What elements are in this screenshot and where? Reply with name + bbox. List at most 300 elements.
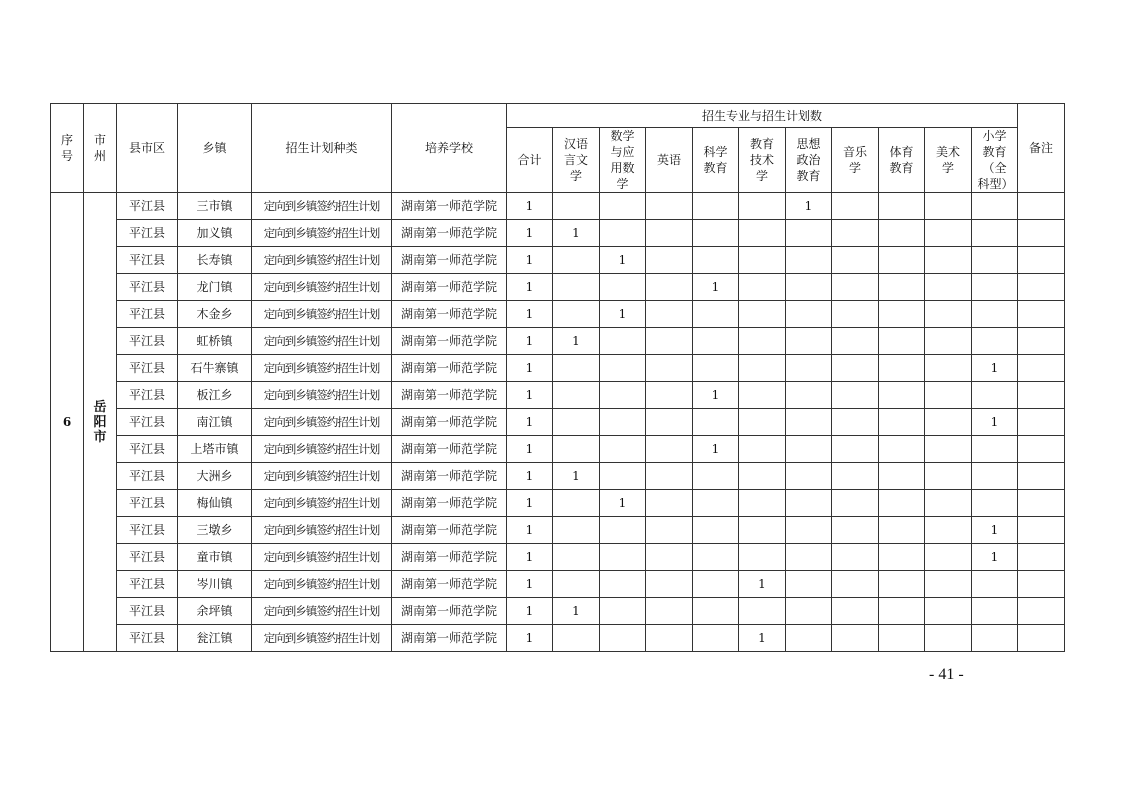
cell-count-9 [925, 517, 972, 544]
cell-count-0: 1 [507, 490, 553, 517]
cell-school: 湖南第一师范学院 [392, 382, 507, 409]
cell-count-3 [646, 220, 693, 247]
cell-count-4 [693, 625, 739, 652]
cell-count-8 [879, 625, 925, 652]
cell-count-6 [786, 247, 832, 274]
page-number: - 41 - [929, 666, 964, 683]
cell-count-4 [693, 247, 739, 274]
cell-count-8 [879, 409, 925, 436]
cell-count-4: 1 [693, 436, 739, 463]
cell-county: 平江县 [117, 193, 178, 220]
cell-count-7 [832, 382, 879, 409]
cell-count-10 [972, 463, 1018, 490]
table-row [51, 571, 1065, 598]
cell-count-6 [786, 517, 832, 544]
cell-count-0: 1 [507, 544, 553, 571]
cell-count-9 [925, 193, 972, 220]
cell-count-4 [693, 517, 739, 544]
cell-plan-type: 定向到乡镇签约招生计划 [252, 517, 392, 544]
table-row [51, 409, 1065, 436]
cell-remark [1018, 247, 1065, 274]
table-row [51, 463, 1065, 490]
cell-count-6 [786, 328, 832, 355]
cell-count-10 [972, 193, 1018, 220]
cell-count-1 [553, 409, 600, 436]
cell-count-2 [600, 571, 646, 598]
cell-count-2: 1 [600, 301, 646, 328]
cell-count-9 [925, 409, 972, 436]
cell-count-10: 1 [972, 517, 1018, 544]
cell-count-8 [879, 328, 925, 355]
cell-town: 木金乡 [178, 301, 252, 328]
table-row [51, 247, 1065, 274]
cell-count-7 [832, 274, 879, 301]
cell-count-8 [879, 220, 925, 247]
cell-count-0: 1 [507, 220, 553, 247]
cell-count-5 [739, 301, 786, 328]
cell-county: 平江县 [117, 544, 178, 571]
cell-count-6: 1 [786, 193, 832, 220]
cell-count-2 [600, 463, 646, 490]
cell-count-0: 1 [507, 517, 553, 544]
cell-count-6 [786, 571, 832, 598]
cell-count-6 [786, 490, 832, 517]
cell-school: 湖南第一师范学院 [392, 517, 507, 544]
cell-county: 平江县 [117, 274, 178, 301]
cell-count-9 [925, 301, 972, 328]
cell-count-3 [646, 274, 693, 301]
table-row [51, 517, 1065, 544]
cell-count-9 [925, 625, 972, 652]
cell-count-10 [972, 625, 1018, 652]
cell-town: 大洲乡 [178, 463, 252, 490]
cell-count-2 [600, 436, 646, 463]
cell-count-4 [693, 220, 739, 247]
cell-count-1 [553, 355, 600, 382]
cell-count-8 [879, 463, 925, 490]
cell-school: 湖南第一师范学院 [392, 274, 507, 301]
cell-count-8 [879, 193, 925, 220]
cell-count-4 [693, 328, 739, 355]
cell-remark [1018, 193, 1065, 220]
cell-count-4 [693, 355, 739, 382]
cell-town: 三市镇 [178, 193, 252, 220]
cell-count-8 [879, 247, 925, 274]
cell-count-5 [739, 598, 786, 625]
table-row [51, 436, 1065, 463]
table-row [51, 193, 1065, 220]
cell-town: 岑川镇 [178, 571, 252, 598]
cell-count-7 [832, 193, 879, 220]
cell-count-6 [786, 625, 832, 652]
cell-school: 湖南第一师范学院 [392, 247, 507, 274]
cell-count-0: 1 [507, 598, 553, 625]
cell-count-0: 1 [507, 355, 553, 382]
cell-remark [1018, 490, 1065, 517]
cell-count-8 [879, 382, 925, 409]
cell-count-7 [832, 220, 879, 247]
cell-count-6 [786, 274, 832, 301]
cell-count-3 [646, 436, 693, 463]
cell-count-10: 1 [972, 544, 1018, 571]
cell-count-6 [786, 598, 832, 625]
cell-town: 南江镇 [178, 409, 252, 436]
table-row [51, 382, 1065, 409]
cell-count-8 [879, 490, 925, 517]
cell-count-10 [972, 301, 1018, 328]
cell-plan-type: 定向到乡镇签约招生计划 [252, 382, 392, 409]
table-row [51, 490, 1065, 517]
cell-count-0: 1 [507, 301, 553, 328]
header-major-10: 小学教育（全科型） [972, 128, 1018, 193]
cell-count-4 [693, 463, 739, 490]
cell-count-8 [879, 544, 925, 571]
cell-plan-type: 定向到乡镇签约招生计划 [252, 463, 392, 490]
cell-remark [1018, 301, 1065, 328]
cell-count-7 [832, 355, 879, 382]
cell-count-0: 1 [507, 328, 553, 355]
cell-count-1 [553, 544, 600, 571]
cell-count-1 [553, 274, 600, 301]
cell-count-8 [879, 517, 925, 544]
cell-count-8 [879, 571, 925, 598]
header-major-5: 教育技术学 [739, 128, 786, 193]
table-row [51, 544, 1065, 571]
cell-count-6 [786, 355, 832, 382]
cell-school: 湖南第一师范学院 [392, 193, 507, 220]
cell-count-6 [786, 301, 832, 328]
cell-town: 长寿镇 [178, 247, 252, 274]
cell-count-8 [879, 598, 925, 625]
header-city: 市州 [84, 104, 117, 193]
cell-count-3 [646, 517, 693, 544]
cell-plan-type: 定向到乡镇签约招生计划 [252, 247, 392, 274]
cell-count-9 [925, 355, 972, 382]
cell-count-7 [832, 490, 879, 517]
cell-count-5 [739, 193, 786, 220]
cell-count-10 [972, 436, 1018, 463]
cell-count-0: 1 [507, 436, 553, 463]
cell-remark [1018, 436, 1065, 463]
table-row [51, 355, 1065, 382]
cell-count-7 [832, 571, 879, 598]
cell-count-10: 1 [972, 409, 1018, 436]
cell-county: 平江县 [117, 625, 178, 652]
cell-count-1 [553, 625, 600, 652]
cell-count-3 [646, 544, 693, 571]
cell-county: 平江县 [117, 409, 178, 436]
header-major-0: 合计 [507, 128, 553, 193]
cell-count-9 [925, 382, 972, 409]
cell-count-5 [739, 220, 786, 247]
cell-count-2: 1 [600, 247, 646, 274]
cell-count-1 [553, 301, 600, 328]
cell-county: 平江县 [117, 220, 178, 247]
cell-school: 湖南第一师范学院 [392, 463, 507, 490]
cell-count-3 [646, 571, 693, 598]
cell-count-0: 1 [507, 247, 553, 274]
cell-count-5 [739, 463, 786, 490]
cell-count-5 [739, 247, 786, 274]
cell-count-3 [646, 409, 693, 436]
cell-town: 上塔市镇 [178, 436, 252, 463]
cell-count-10 [972, 571, 1018, 598]
cell-count-10 [972, 328, 1018, 355]
cell-count-3 [646, 247, 693, 274]
cell-town: 三墩乡 [178, 517, 252, 544]
cell-count-5 [739, 328, 786, 355]
cell-count-3 [646, 382, 693, 409]
cell-school: 湖南第一师范学院 [392, 436, 507, 463]
cell-school: 湖南第一师范学院 [392, 625, 507, 652]
header-majors-group: 招生专业与招生计划数 [507, 104, 1018, 128]
cell-count-10 [972, 274, 1018, 301]
cell-county: 平江县 [117, 247, 178, 274]
cell-count-6 [786, 463, 832, 490]
cell-count-9 [925, 274, 972, 301]
cell-count-6 [786, 436, 832, 463]
cell-count-7 [832, 247, 879, 274]
cell-count-6 [786, 409, 832, 436]
cell-count-5 [739, 517, 786, 544]
cell-count-9 [925, 247, 972, 274]
cell-plan-type: 定向到乡镇签约招生计划 [252, 598, 392, 625]
cell-remark [1018, 625, 1065, 652]
cell-count-2 [600, 598, 646, 625]
cell-plan-type: 定向到乡镇签约招生计划 [252, 301, 392, 328]
cell-county: 平江县 [117, 382, 178, 409]
cell-count-2: 1 [600, 490, 646, 517]
cell-county: 平江县 [117, 436, 178, 463]
header-remark: 备注 [1018, 104, 1065, 193]
cell-count-5: 1 [739, 571, 786, 598]
cell-count-8 [879, 355, 925, 382]
cell-remark [1018, 274, 1065, 301]
cell-remark [1018, 355, 1065, 382]
cell-count-5 [739, 274, 786, 301]
cell-county: 平江县 [117, 463, 178, 490]
cell-remark [1018, 463, 1065, 490]
cell-count-4: 1 [693, 274, 739, 301]
cell-school: 湖南第一师范学院 [392, 328, 507, 355]
cell-count-2 [600, 355, 646, 382]
cell-school: 湖南第一师范学院 [392, 490, 507, 517]
header-county: 县市区 [117, 104, 178, 193]
cell-plan-type: 定向到乡镇签约招生计划 [252, 274, 392, 301]
cell-count-4 [693, 544, 739, 571]
cell-count-10 [972, 598, 1018, 625]
cell-count-5 [739, 544, 786, 571]
cell-plan-type: 定向到乡镇签约招生计划 [252, 220, 392, 247]
cell-count-1: 1 [553, 328, 600, 355]
header-major-3: 英语 [646, 128, 693, 193]
table-row [51, 301, 1065, 328]
cell-school: 湖南第一师范学院 [392, 220, 507, 247]
cell-count-7 [832, 463, 879, 490]
row-group-city: 岳阳市 [84, 193, 117, 652]
cell-town: 虹桥镇 [178, 328, 252, 355]
cell-count-5 [739, 382, 786, 409]
cell-count-7 [832, 409, 879, 436]
cell-count-0: 1 [507, 409, 553, 436]
cell-count-9 [925, 544, 972, 571]
table-row [51, 274, 1065, 301]
cell-count-4: 1 [693, 382, 739, 409]
cell-count-3 [646, 193, 693, 220]
cell-count-8 [879, 436, 925, 463]
cell-count-9 [925, 436, 972, 463]
cell-count-8 [879, 274, 925, 301]
cell-count-1 [553, 517, 600, 544]
cell-town: 童市镇 [178, 544, 252, 571]
cell-count-0: 1 [507, 382, 553, 409]
cell-count-0: 1 [507, 193, 553, 220]
header-major-8: 体育教育 [879, 128, 925, 193]
cell-county: 平江县 [117, 301, 178, 328]
cell-count-7 [832, 301, 879, 328]
cell-school: 湖南第一师范学院 [392, 301, 507, 328]
table-row [51, 598, 1065, 625]
cell-count-2 [600, 409, 646, 436]
cell-count-4 [693, 409, 739, 436]
cell-count-7 [832, 544, 879, 571]
header-major-2: 数学与应用数学 [600, 128, 646, 193]
cell-count-7 [832, 328, 879, 355]
cell-count-2 [600, 193, 646, 220]
cell-plan-type: 定向到乡镇签约招生计划 [252, 625, 392, 652]
cell-count-3 [646, 355, 693, 382]
cell-school: 湖南第一师范学院 [392, 409, 507, 436]
table-row [51, 625, 1065, 652]
cell-count-2 [600, 328, 646, 355]
cell-county: 平江县 [117, 355, 178, 382]
row-group-seq: 6 [51, 193, 84, 652]
cell-count-4 [693, 571, 739, 598]
cell-remark [1018, 544, 1065, 571]
cell-count-2 [600, 220, 646, 247]
table-row [51, 328, 1065, 355]
cell-town: 余坪镇 [178, 598, 252, 625]
header-seq: 序号 [51, 104, 84, 193]
cell-count-6 [786, 220, 832, 247]
cell-count-3 [646, 598, 693, 625]
cell-remark [1018, 598, 1065, 625]
cell-remark [1018, 409, 1065, 436]
header-school: 培养学校 [392, 104, 507, 193]
cell-count-9 [925, 571, 972, 598]
cell-count-10 [972, 490, 1018, 517]
cell-town: 加义镇 [178, 220, 252, 247]
cell-school: 湖南第一师范学院 [392, 598, 507, 625]
cell-count-7 [832, 436, 879, 463]
cell-count-7 [832, 625, 879, 652]
cell-remark [1018, 571, 1065, 598]
cell-count-3 [646, 490, 693, 517]
cell-town: 梅仙镇 [178, 490, 252, 517]
cell-count-4 [693, 490, 739, 517]
cell-count-1 [553, 247, 600, 274]
cell-count-4 [693, 301, 739, 328]
cell-remark [1018, 328, 1065, 355]
cell-count-2 [600, 517, 646, 544]
cell-count-0: 1 [507, 463, 553, 490]
cell-count-2 [600, 274, 646, 301]
cell-count-1 [553, 571, 600, 598]
cell-count-9 [925, 328, 972, 355]
header-town: 乡镇 [178, 104, 252, 193]
cell-count-0: 1 [507, 625, 553, 652]
cell-plan-type: 定向到乡镇签约招生计划 [252, 436, 392, 463]
cell-count-3 [646, 463, 693, 490]
cell-count-10 [972, 382, 1018, 409]
cell-plan-type: 定向到乡镇签约招生计划 [252, 328, 392, 355]
header-major-6: 思想政治教育 [786, 128, 832, 193]
cell-count-9 [925, 463, 972, 490]
cell-count-2 [600, 625, 646, 652]
cell-count-1: 1 [553, 463, 600, 490]
cell-town: 龙门镇 [178, 274, 252, 301]
cell-town: 板江乡 [178, 382, 252, 409]
cell-plan-type: 定向到乡镇签约招生计划 [252, 409, 392, 436]
table-row [51, 220, 1065, 247]
cell-remark [1018, 220, 1065, 247]
cell-school: 湖南第一师范学院 [392, 571, 507, 598]
cell-count-5 [739, 409, 786, 436]
cell-count-0: 1 [507, 274, 553, 301]
header-major-9: 美术学 [925, 128, 972, 193]
cell-count-6 [786, 382, 832, 409]
header-major-7: 音乐学 [832, 128, 879, 193]
cell-school: 湖南第一师范学院 [392, 355, 507, 382]
cell-plan-type: 定向到乡镇签约招生计划 [252, 490, 392, 517]
cell-count-3 [646, 328, 693, 355]
cell-plan-type: 定向到乡镇签约招生计划 [252, 571, 392, 598]
cell-count-1: 1 [553, 598, 600, 625]
cell-plan-type: 定向到乡镇签约招生计划 [252, 355, 392, 382]
cell-count-0: 1 [507, 571, 553, 598]
cell-county: 平江县 [117, 598, 178, 625]
cell-town: 瓮江镇 [178, 625, 252, 652]
header-major-1: 汉语言文学 [553, 128, 600, 193]
cell-count-4 [693, 598, 739, 625]
cell-count-8 [879, 301, 925, 328]
header-plan-type: 招生计划种类 [252, 104, 392, 193]
header-major-4: 科学教育 [693, 128, 739, 193]
cell-school: 湖南第一师范学院 [392, 544, 507, 571]
cell-count-5 [739, 490, 786, 517]
cell-count-7 [832, 517, 879, 544]
cell-county: 平江县 [117, 571, 178, 598]
cell-count-2 [600, 382, 646, 409]
cell-count-1 [553, 382, 600, 409]
cell-count-10: 1 [972, 355, 1018, 382]
cell-county: 平江县 [117, 517, 178, 544]
cell-count-1 [553, 436, 600, 463]
cell-count-9 [925, 598, 972, 625]
cell-plan-type: 定向到乡镇签约招生计划 [252, 193, 392, 220]
cell-count-10 [972, 247, 1018, 274]
cell-count-5 [739, 436, 786, 463]
cell-count-1 [553, 490, 600, 517]
enrollment-plan-table [50, 103, 1065, 652]
cell-count-1 [553, 193, 600, 220]
cell-count-10 [972, 220, 1018, 247]
cell-town: 石牛寨镇 [178, 355, 252, 382]
cell-count-9 [925, 490, 972, 517]
cell-count-3 [646, 625, 693, 652]
cell-count-2 [600, 544, 646, 571]
cell-county: 平江县 [117, 490, 178, 517]
